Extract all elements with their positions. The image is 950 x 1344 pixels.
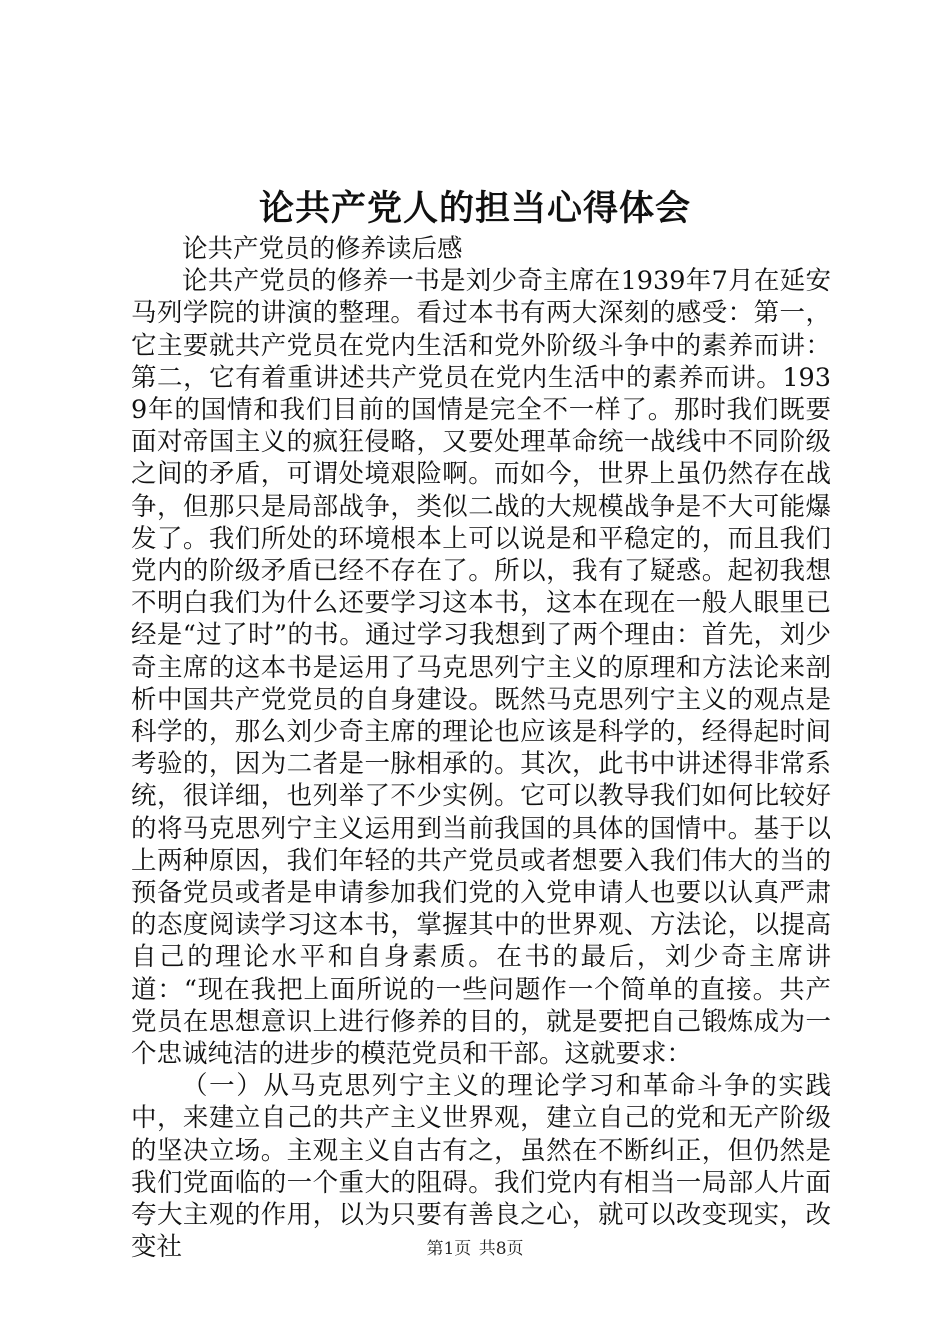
document-body <box>131 233 831 1264</box>
page-footer: 第1页 共8页 <box>426 1239 524 1259</box>
body-paragraph: 论共产党员的修养一书是刘少奇主席在1939年7月在延安马列学院的讲演的整理。看过本书有两大深刻的感受：第一，它主要就共产党员在党内生活和党外阶级斗争中的素养而讲：第二，它有着重讲述共产党员在党内生活中的素养而讲。1939年的国情和我们目前的国情是完全不一样了。那时我们既要面对帝国主义的疯狂侵略，又要处理革命统一战线中不同阶级之间的矛盾，可谓处境艰险啊。而如今，世界上虽仍然存在战争，但那只是局部战争，类似二战的大规模战争是不大可能爆发了。我们所处的环境根本上可以说是和平稳定的，而且我们党内的阶级矛盾已经不存在了。所以，我有了疑惑。起初我想不明白我们为什么还要学习这本书，这本在现在一般人眼里已经是“过了时”的书。通过学习我想到了两个理由：首先，刘少奇主席的这本书是运用了马克思列宁主义的原理和方法论来剖析中国共产党党员的自身建设。既然马克思列宁主义的观点是科学的，那么刘少奇主席的理论也应该是科学的，经得起时间考验的，因为二者是一脉相承的。其次，此书中讲述得非常系统，很详细，也列举了不少实例。它可以教导我们如何比较好的将马克思列宁主义运用到当前我国的具体的国情中。基于以上两种原因，我们年轻的共产党员或者想要入我们伟大的当的预备党员或者是申请参加我们党的入党申请人也要以认真严肃的态度阅读学习这本书，掌握其中的世界观、方法论，以提高自己的理论水平和自身素质。在书的最后，刘少奇主席讲道：“现在我把上面所说的一些问题作一个简单的直接。共产党员在思想意识上进行修养的目的，就是要把自己锻炼成为一个忠诚纯洁的进步的模范党员和干部。这就要求： <box>131 266 831 1070</box>
subtitle-paragraph: 论共产党员的修养读后感 <box>182 234 463 264</box>
body-paragraph: （一）从马克思列宁主义的理论学习和革命斗争的实践中，来建立自己的共产主义世界观，建立自己的党和无产阶级的坚决立场。主观主义自古有之，虽然在不断纠正，但仍然是我们党面临的一个重大的阻碍。我们党内有相当一局部人片面夸大主观的作用，以为只要有善良之心，就可以改变现实，改变社 <box>131 1071 831 1263</box>
document-title: 论共产党人的担当心得体会 <box>258 188 691 229</box>
